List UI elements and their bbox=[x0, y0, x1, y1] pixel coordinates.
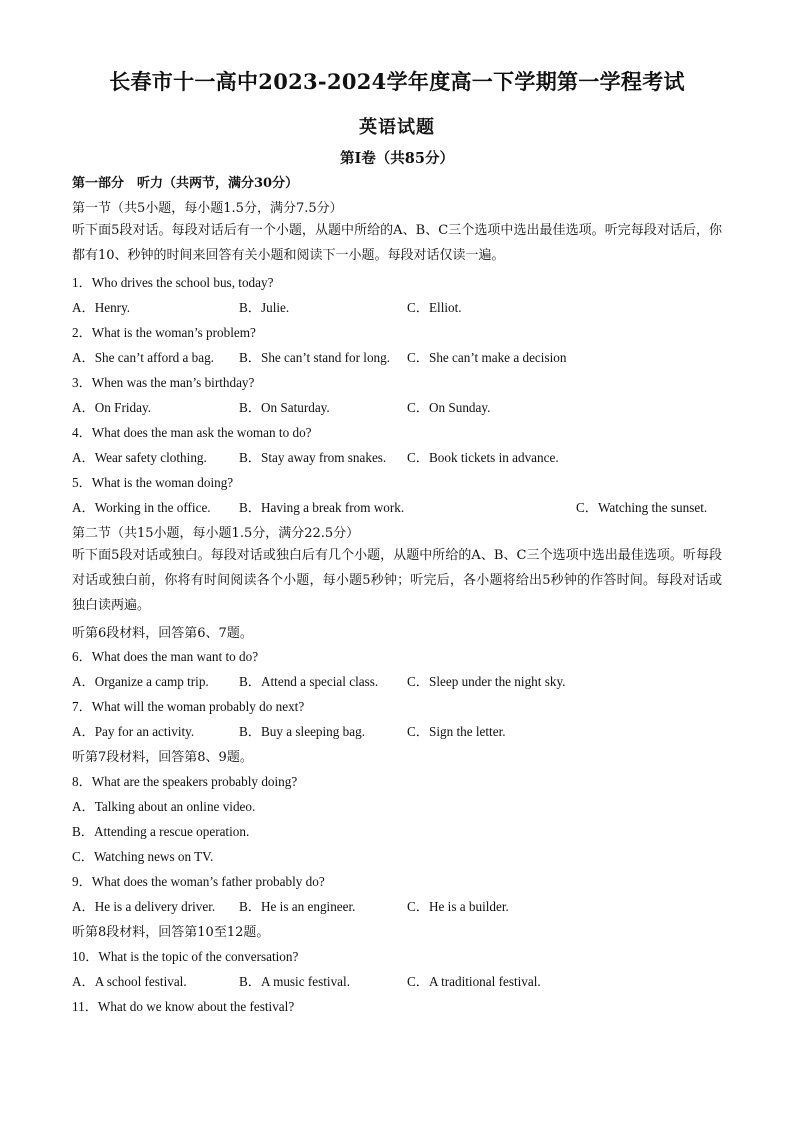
section1-instructions: 听下面5段对话。每段对话后有一个小题，从题中所给的A、B、C三个选项中选出最佳选项。听完每段对话后，你都有10、秒钟的时间来回答有关小题和阅读下一小题。每段对话仅读一遍。 bbox=[72, 223, 722, 263]
question-5-stem: 5．What is the woman doing? bbox=[72, 475, 234, 490]
question-1-option-a: A．Henry. bbox=[72, 300, 131, 315]
question-6-option-c: C．Sleep under the night sky. bbox=[407, 674, 566, 689]
exam-subtitle: 英语试题 bbox=[359, 117, 435, 138]
question-2-option-b: B．She can’t stand for long. bbox=[239, 350, 391, 365]
question-3-option-c: C．On Sunday. bbox=[407, 400, 491, 415]
question-6-stem: 6．What does the man want to do? bbox=[72, 649, 259, 664]
material-8-note: 听第8段材料，回答第10至12题。 bbox=[72, 925, 270, 940]
question-4-option-b: B．Stay away from snakes. bbox=[239, 450, 387, 465]
volume-heading: 第Ⅰ卷（共85分） bbox=[340, 150, 454, 167]
question-7-option-b: B．Buy a sleeping bag. bbox=[239, 724, 365, 739]
section1-heading: 第一节（共5小题，每小题1.5分，满分7.5分） bbox=[72, 201, 343, 216]
question-1-option-b: B．Julie. bbox=[239, 300, 290, 315]
question-5-option-c: C．Watching the sunset. bbox=[576, 500, 708, 515]
question-5-option-a: A．Working in the office. bbox=[72, 500, 211, 515]
question-9-stem: 9．What does the woman’s father probably do? bbox=[72, 874, 325, 889]
material-6-note: 听第6段材料，回答第6、7题。 bbox=[72, 626, 253, 641]
question-6-option-a: A．Organize a camp trip. bbox=[72, 674, 209, 689]
question-4-stem: 4．What does the man ask the woman to do? bbox=[72, 425, 312, 440]
question-2-stem: 2．What is the woman’s problem? bbox=[72, 325, 256, 340]
question-3-option-b: B．On Saturday. bbox=[239, 400, 330, 415]
question-7-option-a: A．Pay for an activity. bbox=[72, 724, 195, 739]
material-7-note: 听第7段材料，回答第8、9题。 bbox=[72, 750, 253, 765]
question-8-option-b: B．Attending a rescue operation. bbox=[72, 824, 250, 839]
question-10-option-b: B．A music festival. bbox=[239, 974, 350, 989]
question-2-option-c: C．She can’t make a decision bbox=[407, 350, 567, 365]
section2-heading: 第二节（共15小题，每小题1.5分，满分22.5分） bbox=[72, 526, 360, 541]
question-2-option-a: A．She can’t afford a bag. bbox=[72, 350, 214, 365]
question-8-option-a: A．Talking about an online video. bbox=[72, 799, 256, 814]
question-3-option-a: A．On Friday. bbox=[72, 400, 151, 415]
question-10-stem: 10．What is the topic of the conversation? bbox=[72, 949, 299, 964]
question-7-stem: 7．What will the woman probably do next? bbox=[72, 699, 305, 714]
exam-title: 长春市十一高中2023-2024学年度高一下学期第一学程考试 bbox=[109, 69, 685, 94]
question-11-stem: 11．What do we know about the festival? bbox=[72, 999, 295, 1014]
question-9-option-b: B．He is an engineer. bbox=[239, 899, 356, 914]
question-8-option-c: C．Watching news on TV. bbox=[72, 849, 214, 864]
question-9-option-c: C．He is a builder. bbox=[407, 899, 509, 914]
question-8-stem: 8．What are the speakers probably doing? bbox=[72, 774, 298, 789]
question-7-option-c: C．Sign the letter. bbox=[407, 724, 506, 739]
question-1-option-c: C．Elliot. bbox=[407, 300, 462, 315]
section2-instructions: 听下面5段对话或独白。每段对话或独白后有几个小题，从题中所给的A、B、C三个选项中选出最佳选项。听每段对话或独白前，你将有时间阅读各个小题，每小题5秒钟；听完后，各小题将给出5秒钟的作答时间。每段对话或独白读两遍。 bbox=[72, 548, 722, 613]
question-10-option-a: A．A school festival. bbox=[72, 974, 187, 989]
question-10-option-c: C．A traditional festival. bbox=[407, 974, 541, 989]
question-5-option-b: B．Having a break from work. bbox=[239, 500, 405, 515]
question-6-option-b: B．Attend a special class. bbox=[239, 674, 379, 689]
question-1-stem: 1．Who drives the school bus, today? bbox=[72, 275, 274, 290]
question-4-option-a: A．Wear safety clothing. bbox=[72, 450, 207, 465]
question-9-option-a: A．He is a delivery driver. bbox=[72, 899, 216, 914]
question-3-stem: 3．When was the man’s birthday? bbox=[72, 375, 255, 390]
question-4-option-c: C．Book tickets in advance. bbox=[407, 450, 559, 465]
part1-heading: 第一部分 听力（共两节，满分30分） bbox=[72, 176, 299, 191]
